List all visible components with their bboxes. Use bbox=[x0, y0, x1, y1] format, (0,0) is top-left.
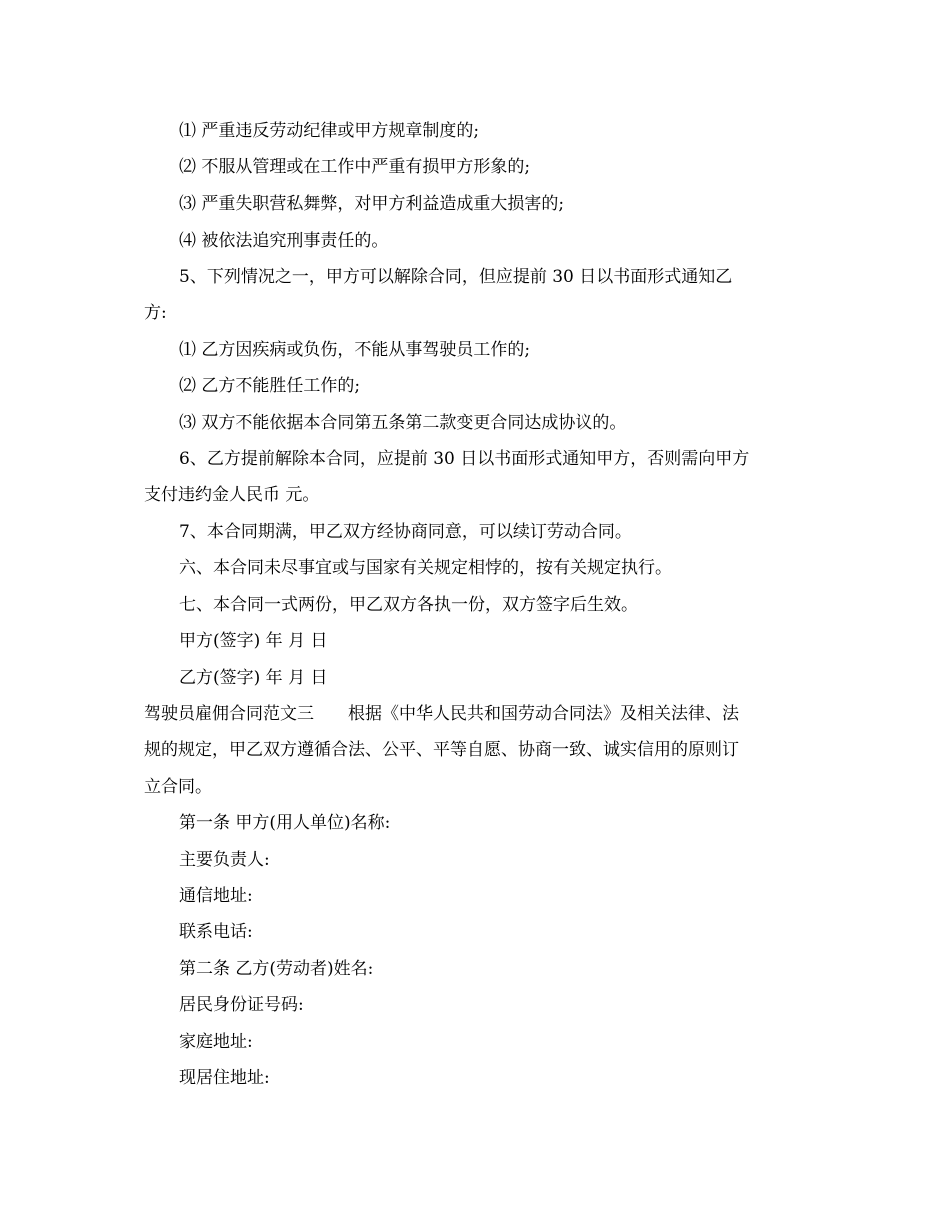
clause-line: 六、本合同未尽事宜或与国家有关规定相悖的，按有关规定执行。 bbox=[179, 558, 672, 578]
signature-line: 乙方(签字) 年 月 日 bbox=[179, 668, 328, 688]
clause-line: ⑴ 严重违反劳动纪律或甲方规章制度的; bbox=[179, 121, 480, 141]
clause-line: 支付违约金人民币 元。 bbox=[144, 485, 320, 505]
form-field-line: 第一条 甲方(用人单位)名称: bbox=[179, 813, 391, 833]
form-field-line: 居民身份证号码: bbox=[179, 995, 304, 1015]
signature-line: 甲方(签字) 年 月 日 bbox=[179, 631, 328, 651]
section-heading-line: 驾驶员雇佣合同范文三 根据《中华人民共和国劳动合同法》及相关法律、法 bbox=[144, 704, 739, 724]
paragraph-line: 立合同。 bbox=[144, 777, 212, 797]
clause-line: ⑵ 不服从管理或在工作中严重有损甲方形象的; bbox=[179, 157, 531, 177]
clause-line: ⑴ 乙方因疾病或负伤，不能从事驾驶员工作的; bbox=[179, 340, 531, 360]
form-field-line: 主要负责人: bbox=[179, 850, 270, 870]
form-field-line: 家庭地址: bbox=[179, 1032, 253, 1052]
clause-line: ⑵ 乙方不能胜任工作的; bbox=[179, 376, 361, 396]
clause-line: ⑶ 严重失职营私舞弊，对甲方利益造成重大损害的; bbox=[179, 194, 565, 214]
form-field-line: 现居住地址: bbox=[179, 1068, 270, 1088]
clause-line: 七、本合同一式两份，甲乙双方各执一份，双方签字后生效。 bbox=[179, 595, 638, 615]
clause-line: ⑷ 被依法追究刑事责任的。 bbox=[179, 231, 389, 251]
clause-line: 7、本合同期满，甲乙双方经协商同意，可以续订劳动合同。 bbox=[179, 522, 632, 542]
clause-line: 6、乙方提前解除本合同，应提前 30 日以书面形式通知甲方，否则需向甲方 bbox=[179, 449, 750, 469]
clause-line: 5、下列情况之一，甲方可以解除合同，但应提前 30 日以书面形式通知乙 bbox=[179, 267, 733, 287]
clause-line: ⑶ 双方不能依据本合同第五条第二款变更合同达成协议的。 bbox=[179, 413, 627, 433]
form-field-line: 联系电话: bbox=[179, 922, 253, 942]
form-field-line: 通信地址: bbox=[179, 886, 253, 906]
form-field-line: 第二条 乙方(劳动者)姓名: bbox=[179, 959, 374, 979]
paragraph-line: 规的规定，甲乙双方遵循合法、公平、平等自愿、协商一致、诚实信用的原则订 bbox=[144, 740, 739, 760]
clause-line: 方: bbox=[144, 303, 167, 323]
